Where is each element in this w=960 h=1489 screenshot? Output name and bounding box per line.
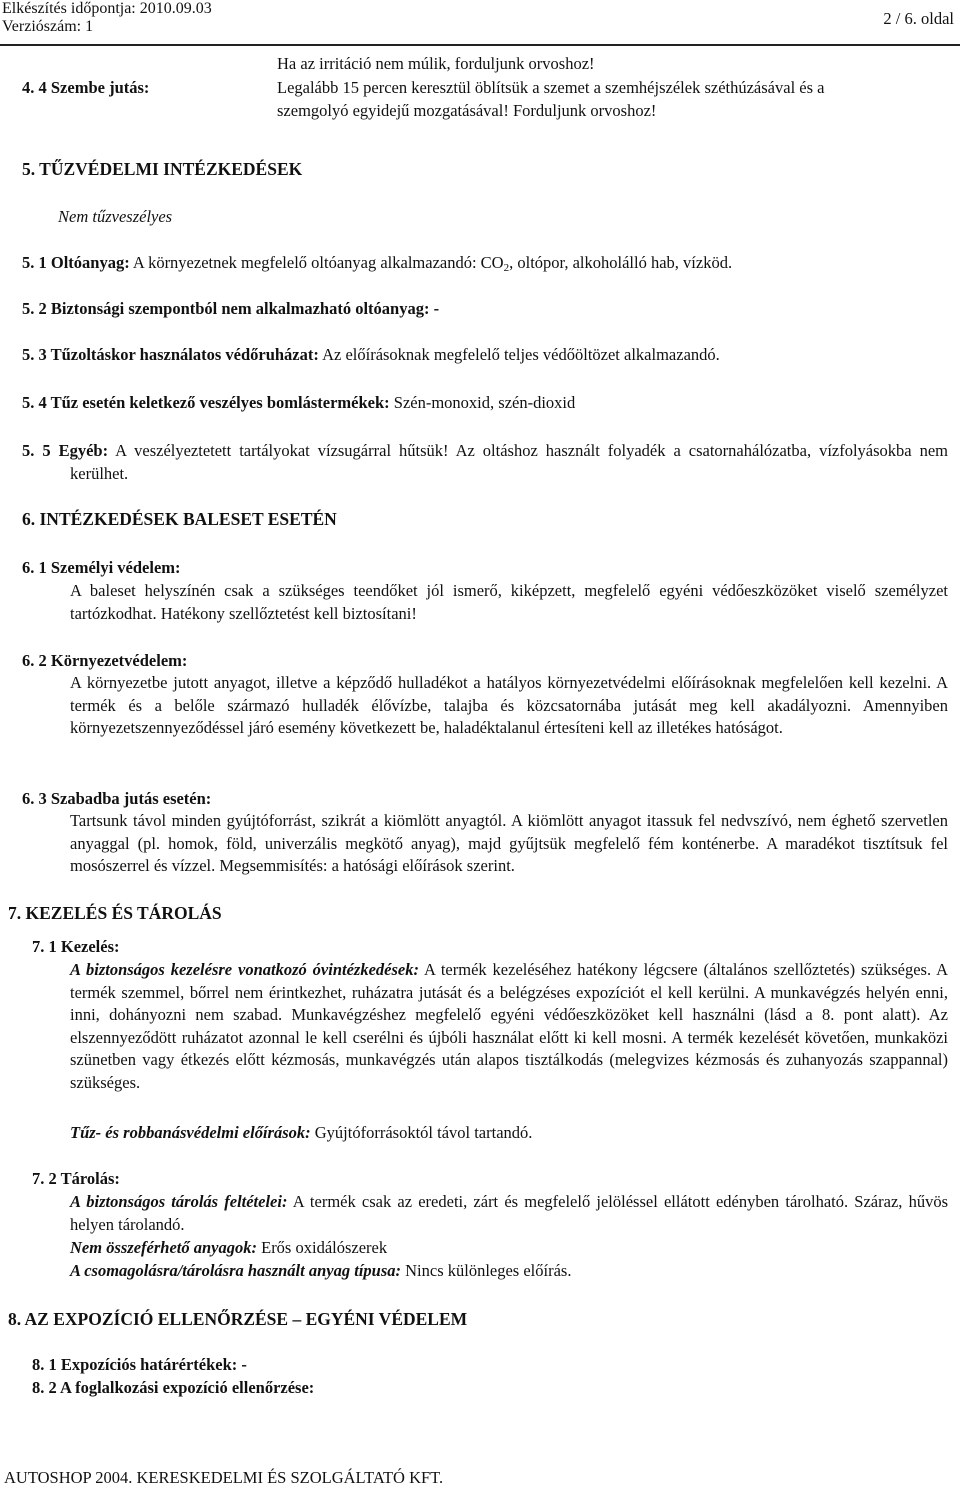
- item-7-2-packaging: [70, 1260, 571, 1283]
- item-5-4-text: Szén-monoxid, szén-dioxid: [390, 393, 576, 412]
- item-5-5: [22, 440, 948, 485]
- item-7-1-body: A termék kezeléséhez hatékony légcsere (általános szellőztetés) szükséges. A termék szemmel, bőrrel nem érintkezhet, ruházatra jutását és a belégzéses expozíciót el kell kerülni. A munkavégzés helyén enni, inni, dohányozni nem szabad. Munkavégzéshez megfelelő egyéni védőeszközöket kell használni (lásd a 8. pont alatt). Az elszennyeződött ruházatot azonnal le kell cserélni és újbóli használat előtt ki kell mosni. A termék kezelését követően, munkaközi szünetben vagy étkezés előtt kézmosás, munkavégzés után alapos tisztálkodás (melegvizes kézmosás és zuhanyozás szappannal) szükséges.: [70, 960, 948, 1092]
- section-5-subtitle: Nem tűzveszélyes: [58, 206, 172, 229]
- eye-contact-label: 4. 4 Szembe jutás:: [22, 77, 149, 100]
- item-5-4-label: 5. 4 Tűz esetén keletkező veszélyes bomlástermékek:: [22, 393, 390, 412]
- item-5-1-text-b: , oltópor, alkoholálló hab, vízköd.: [509, 253, 732, 272]
- item-8-2: 8. 2 A foglalkozási expozíció ellenőrzése:: [32, 1377, 314, 1400]
- item-7-2-incompatible: [70, 1237, 387, 1260]
- item-6-3-label: 6. 3 Szabadba jutás esetén:: [22, 788, 211, 811]
- item-6-1-text: A baleset helyszínén csak a szükséges teendőket jól ismerő, kiképzett, megfelelő egyéni védőeszközöket viselő személyzet tartózkodhat. Hatékony szellőztetést kell biztosítani!: [70, 580, 948, 625]
- item-5-5-label: 5. 5 Egyéb:: [22, 441, 108, 460]
- eye-contact-text-2: szemgolyó egyidejű mozgatásával! Forduljunk orvoshoz!: [277, 100, 656, 123]
- item-5-1-text-a: A környezetnek megfelelő oltóanyag alkalmazandó: CO: [130, 253, 504, 272]
- item-7-1-fire-text: Gyújtóforrásoktól távol tartandó.: [311, 1123, 533, 1142]
- item-7-2-label: 7. 2 Tárolás:: [32, 1168, 120, 1191]
- item-7-2-incompatible-lead: Nem összeférhető anyagok:: [70, 1238, 257, 1257]
- eye-contact-text-1: Legalább 15 percen keresztül öblítsük a szemet a szemhéjszélek széthúzásával és a: [277, 77, 824, 100]
- item-7-2-incompatible-text: Erős oxidálószerek: [257, 1238, 387, 1257]
- item-7-2-lead: A biztonságos tárolás feltételei:: [70, 1192, 287, 1211]
- creation-date: Elkészítés időpontja: 2010.09.03: [2, 0, 212, 18]
- item-5-1: [22, 252, 732, 275]
- version-number: Verziószám: 1: [2, 18, 212, 36]
- section-7-title: 7. KEZELÉS ÉS TÁROLÁS: [8, 902, 222, 925]
- item-6-3-text: Tartsunk távol minden gyújtóforrást, szikrát a kiömlött anyagtól. A kiömlött anyagot itassuk fel nedvszívó, nem éghető szervetlen anyaggal (pl. homok, föld, univerzális megkötő anyag), majd gyűjtsük megfelelő fém konténerbe. A maradékot tisztítsuk fel mosószerrel és vízzel. Megsemmisítés: a hatósági előírások szerint.: [70, 810, 948, 878]
- page-number: 2 / 6. oldal: [883, 8, 954, 31]
- item-7-1-fire-lead: Tűz- és robbanásvédelmi előírások:: [70, 1123, 311, 1142]
- item-5-2: 5. 2 Biztonsági szempontból nem alkalmazható oltóanyag: -: [22, 298, 439, 321]
- item-5-4: [22, 392, 575, 415]
- section-8-title: 8. AZ EXPOZÍCIÓ ELLENŐRZÉSE – EGYÉNI VÉDELEM: [8, 1308, 467, 1331]
- item-5-3-text: Az előírásoknak megfelelő teljes védőöltözet alkalmazandó.: [319, 345, 720, 364]
- section-5-title: 5. TŰZVÉDELMI INTÉZKEDÉSEK: [22, 158, 302, 181]
- item-7-1-label: 7. 1 Kezelés:: [32, 936, 120, 959]
- item-7-1-text: [70, 959, 948, 1094]
- item-7-2-packaging-text: Nincs különleges előírás.: [401, 1261, 571, 1280]
- item-5-1-label: 5. 1 Oltóanyag:: [22, 253, 130, 272]
- item-7-1-lead: A biztonságos kezelésre vonatkozó óvintézkedések:: [70, 960, 419, 979]
- footer-company: AUTOSHOP 2004. KERESKEDELMI ÉS SZOLGÁLTATÓ KFT.: [4, 1467, 443, 1489]
- item-8-1: 8. 1 Expozíciós határértékek: -: [32, 1354, 247, 1377]
- item-5-1-subscript: 2: [504, 262, 510, 274]
- header-divider: [0, 44, 960, 46]
- item-5-3-label: 5. 3 Tűzoltáskor használatos védőruházat:: [22, 345, 319, 364]
- item-7-1-fire: [70, 1122, 532, 1145]
- section-6-title: 6. INTÉZKEDÉSEK BALESET ESETÉN: [22, 508, 337, 531]
- item-7-2-body: A termék csak az eredeti, zárt és megfelelő jelöléssel ellátott edényben tárolható. Száraz, hűvös helyen tárolandó.: [70, 1192, 948, 1234]
- document-header: [2, 0, 212, 36]
- item-6-2-label: 6. 2 Környezetvédelem:: [22, 650, 187, 673]
- irritation-note: Ha az irritáció nem múlik, forduljunk orvoshoz!: [277, 53, 595, 76]
- item-5-5-text: A veszélyeztetett tartályokat vízsugárral hűtsük! Az oltáshoz használt folyadék a csatornahálózatba, vízfolyásokba nem kerülhet.: [70, 441, 948, 483]
- item-5-3: [22, 344, 720, 367]
- item-7-2-text: [70, 1191, 948, 1236]
- item-7-2-packaging-lead: A csomagolásra/tárolásra használt anyag típusa:: [70, 1261, 401, 1280]
- item-6-2-text: A környezetbe jutott anyagot, illetve a képződő hulladékot a hatályos környezetvédelmi előírásoknak megfelelően kell kezelni. A termék és a belőle származó hulladék élővízbe, talajba és közcsatornába jutását meg kell akadályozni. Amennyiben környezetszennyeződéssel járó esemény következett be, haladéktalanul értesíteni kell az illetékes hatóságot.: [70, 672, 948, 740]
- item-6-1-label: 6. 1 Személyi védelem:: [22, 557, 181, 580]
